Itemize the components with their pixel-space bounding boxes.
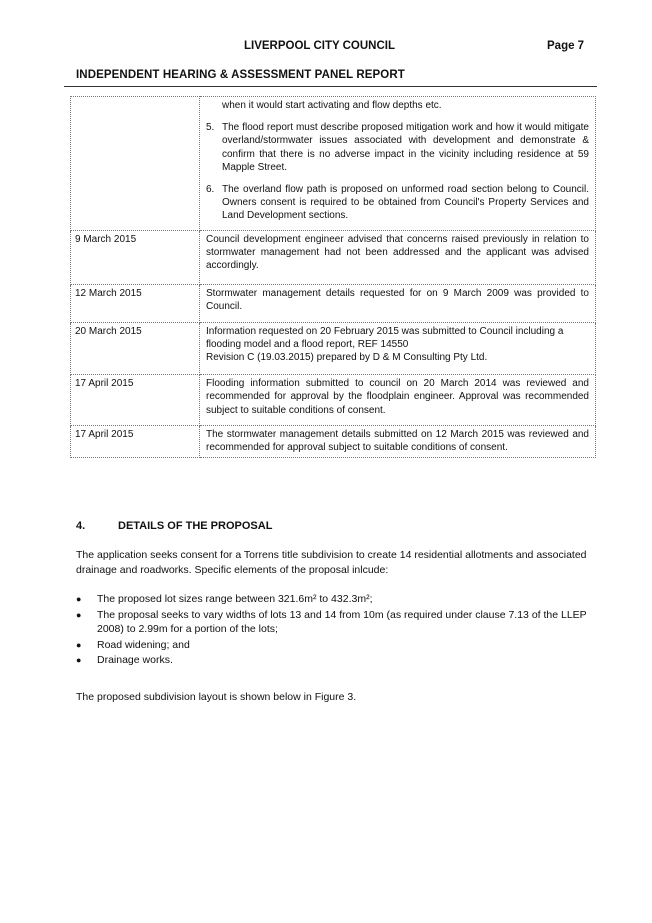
bullet-icon: ● — [76, 655, 82, 665]
continuation-text: when it would start activating and flow depths etc. — [222, 100, 442, 111]
bullet-icon: ● — [76, 639, 82, 650]
date-cell — [71, 97, 200, 231]
report-title: INDEPENDENT HEARING & ASSESSMENT PANEL REPORT — [76, 69, 405, 81]
table-row — [71, 97, 596, 231]
description-cell — [200, 322, 596, 375]
list-item: ● The proposal seeks to vary widths of lots 13 and 14 from 10m (as required under clause 7.13 of the LLEP 2008) to 2.99m for a portion of the lots; — [76, 608, 587, 635]
proposal-bullet-list — [76, 592, 592, 669]
description-cell: Flooding information submitted to council on 20 March 2014 was reviewed and recommended for approval by the floodplain engineer. Approval was recommended subject to suitable conditions of consent. — [200, 375, 596, 426]
table-row — [71, 322, 596, 375]
date-cell: 17 April 2015 — [71, 425, 200, 457]
numbered-point — [206, 121, 589, 174]
description-line: Revision C (19.03.2015) prepared by D & M Consulting Pty Ltd. — [206, 352, 488, 364]
date-cell: 12 March 2015 — [71, 285, 200, 322]
intro-paragraph: The application seeks consent for a Torrens title subdivision to create 14 residential allotments and associated drainage and roadworks. Specific elements of the proposal inlcude: — [76, 549, 587, 576]
numbered-point — [206, 183, 589, 223]
date-cell: 20 March 2015 — [71, 322, 200, 375]
header-rule — [64, 86, 597, 87]
point-number: 5. — [206, 122, 215, 134]
list-item: ● Road widening; and — [76, 638, 190, 651]
description-cell — [200, 97, 596, 231]
point-text: The flood report must describe proposed mitigation work and how it would mitigate overland/stormwater issues associated with development and demonstrate & confirm that there is no adverse impact in the vicinity including residence at 59 Mapple Street. — [222, 122, 589, 173]
table-row — [71, 285, 596, 322]
description-line: Information requested on 20 February 2015 was submitted to Council including a flooding model and a flood report, REF 14550 — [206, 325, 564, 350]
closing-paragraph: The proposed subdivision layout is shown below in Figure 3. — [76, 691, 357, 703]
list-item: ● Drainage works. — [76, 654, 173, 666]
section-heading — [76, 520, 272, 532]
date-cell: 17 April 2015 — [71, 375, 200, 426]
table-row — [71, 230, 596, 285]
description-cell: The stormwater management details submitted on 12 March 2015 was reviewed and recommended for approval subject to suitable conditions of consent. — [200, 425, 596, 457]
page-header-council: LIVERPOOL CITY COUNCIL — [244, 40, 396, 52]
page-number: Page 7 — [547, 40, 585, 52]
history-table — [70, 96, 596, 458]
date-cell: 9 March 2015 — [71, 230, 200, 285]
bullet-icon: ● — [76, 594, 82, 604]
description-cell: Stormwater management details requested for on 9 March 2009 was provided to Council. — [200, 285, 596, 322]
section-title: DETAILS OF THE PROPOSAL — [118, 520, 273, 532]
description-cell: Council development engineer advised that concerns raised previously in relation to stormwater management had not been addressed and the applicant was advised accordingly. — [200, 230, 596, 285]
point-number: 6. — [206, 184, 215, 196]
section-number: 4. — [76, 520, 86, 532]
bullet-icon: ● — [76, 609, 82, 620]
table-row — [71, 425, 596, 457]
table-row — [71, 375, 596, 426]
list-item: ● The proposed lot sizes range between 321.6m² to 432.3m²; — [76, 593, 373, 605]
point-text: The overland flow path is proposed on unformed road section belong to Council. Owners consent is required to be obtained from Council's Property Services and Land Development sections. — [222, 184, 589, 222]
